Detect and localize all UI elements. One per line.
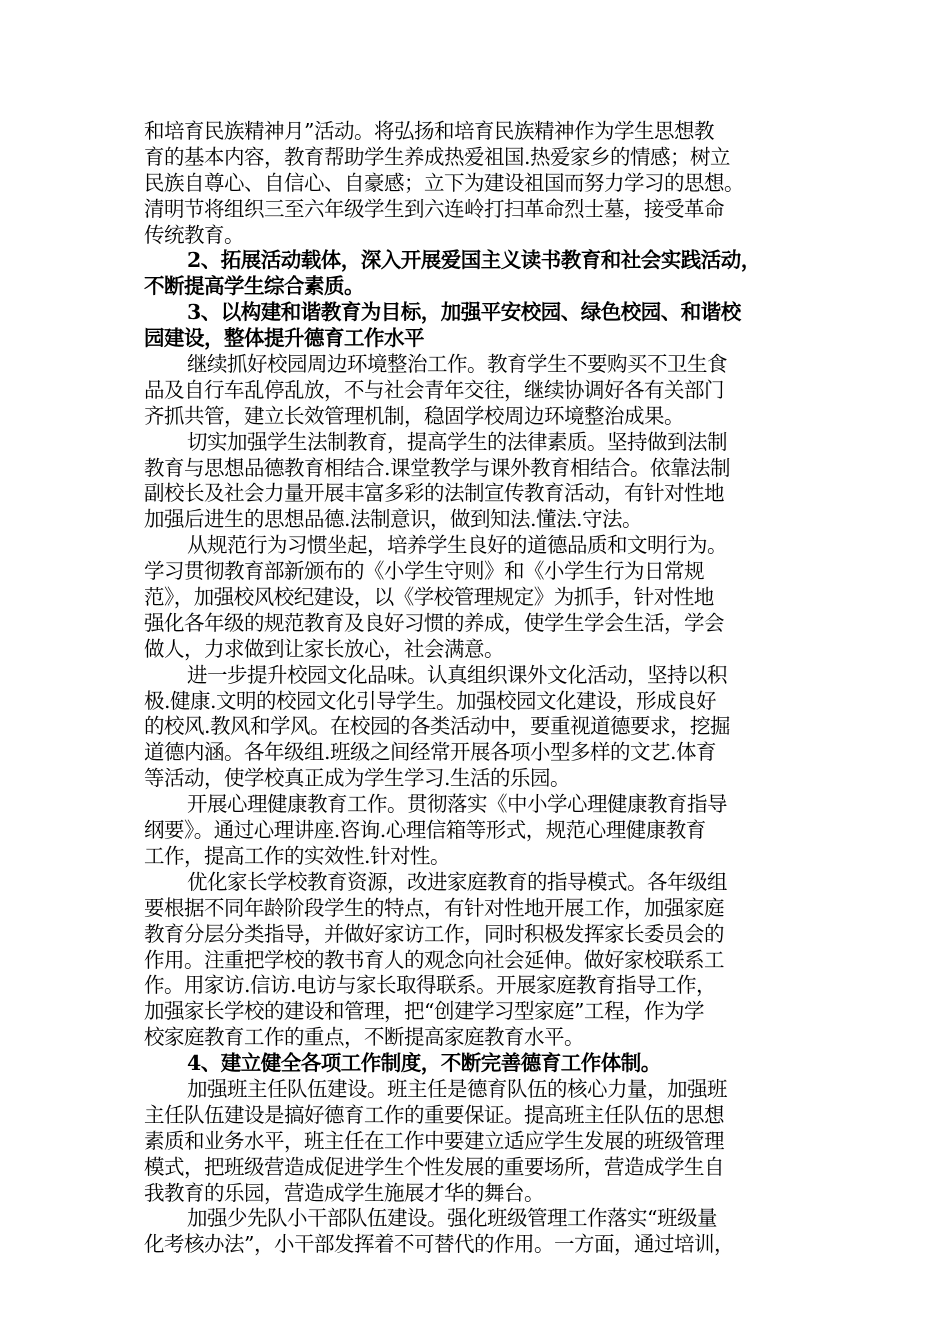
paragraph-line: 清明节将组织三至六年级学生到六连岭打扫革命烈士墓，接受革命 xyxy=(144,196,724,221)
paragraph-line: 传统教育。 xyxy=(144,222,244,247)
paragraph-line: 做人，力求做到让家长放心，社会满意。 xyxy=(144,636,504,661)
paragraph-line: 加强家长学校的建设和管理，把“创建学习型家庭”工程，作为学 xyxy=(144,999,704,1024)
paragraph-line: 加强少先队小干部队伍建设。强化班级管理工作落实“班级量 xyxy=(187,1206,717,1231)
paragraph-line: 民族自尊心、自信心、自豪感；立下为建设祖国而努力学习的思想。 xyxy=(144,170,744,195)
section-heading-line: 园建设，整体提升德育工作水平 xyxy=(144,326,424,351)
paragraph-line: 育的基本内容，教育帮助学生养成热爱祖国.热爱家乡的情感；树立 xyxy=(144,144,731,169)
paragraph-line: 模式，把班级营造成促进学生个性发展的重要场所，营造成学生自 xyxy=(144,1154,724,1179)
paragraph-line: 优化家长学校教育资源，改进家庭教育的指导模式。各年级组 xyxy=(187,869,727,894)
section-heading-line: 不断提高学生综合素质。 xyxy=(144,274,364,299)
paragraph-line: 范》，加强校风校纪建设，以《学校管理规定》为抓手，针对性地 xyxy=(144,585,714,610)
paragraph-line: 校家庭教育工作的重点，不断提高家庭教育水平。 xyxy=(144,1025,584,1050)
paragraph-line: 教育与思想品德教育相结合.课堂教学与课外教育相结合。依靠法制 xyxy=(144,455,731,480)
paragraph-line: 工作，提高工作的实效性.针对性。 xyxy=(144,843,451,868)
paragraph-line: 齐抓共管，建立长效管理机制，稳固学校周边环境整治成果。 xyxy=(144,403,684,428)
paragraph-line: 品及自行车乱停乱放，不与社会青年交往，继续协调好各有关部门 xyxy=(144,377,724,402)
paragraph-line: 副校长及社会力量开展丰富多彩的法制宣传教育活动，有针对性地 xyxy=(144,481,724,506)
paragraph-line: 主任队伍建设是搞好德育工作的重要保证。提高班主任队伍的思想 xyxy=(144,1102,724,1127)
paragraph-line: 的校风.教风和学风。在校园的各类活动中，要重视道德要求，挖掘 xyxy=(144,714,731,739)
paragraph-line: 和培育民族精神月”活动。将弘扬和培育民族精神作为学生思想教 xyxy=(144,119,714,143)
paragraph-line: 道德内涵。各年级组.班级之间经常开展各项小型多样的文艺.体育 xyxy=(144,740,717,765)
paragraph-line: 进一步提升校园文化品味。认真组织课外文化活动，坚持以积 xyxy=(187,662,727,687)
paragraph-line: 作。用家访.信访.电访与家长取得联系。开展家庭教育指导工作， xyxy=(144,973,717,998)
document-body xyxy=(144,119,816,1258)
paragraph-line: 作用。注重把学校的教书育人的观念向社会延伸。做好家校联系工 xyxy=(144,947,724,972)
paragraph-line: 加强后进生的思想品德.法制意识，做到知法.懂法.守法。 xyxy=(144,507,643,532)
paragraph-line: 极.健康.文明的校园文化引导学生。加强校园文化建设，形成良好 xyxy=(144,688,717,713)
paragraph-line: 要根据不同年龄阶段学生的特点，有针对性地开展工作，加强家庭 xyxy=(144,895,724,920)
section-heading-line: 4、建立健全各项工作制度，不断完善德育工作体制。 xyxy=(187,1051,661,1076)
paragraph-line: 纲要》。通过心理讲座.咨询.心理信箱等形式，规范心理健康教育 xyxy=(144,818,706,843)
paragraph-line: 加强班主任队伍建设。班主任是德育队伍的核心力量，加强班 xyxy=(187,1076,727,1101)
paragraph-line: 继续抓好校园周边环境整治工作。教育学生不要购买不卫生食 xyxy=(187,352,727,377)
paragraph-line: 开展心理健康教育工作。贯彻落实《中小学心理健康教育指导 xyxy=(187,792,727,817)
section-heading-line: 2、拓展活动载体，深入开展爱国主义读书教育和社会实践活动， xyxy=(187,248,761,273)
paragraph-line: 化考核办法”，小干部发挥着不可替代的作用。一方面，通过培训， xyxy=(144,1232,734,1257)
section-heading-line: 3、以构建和谐教育为目标，加强平安校园、绿色校园、和谐校 xyxy=(187,300,741,325)
paragraph-line: 素质和业务水平，班主任在工作中要建立适应学生发展的班级管理 xyxy=(144,1128,724,1153)
paragraph-line: 我教育的乐园，营造成学生施展才华的舞台。 xyxy=(144,1180,544,1205)
paragraph-line: 强化各年级的规范教育及良好习惯的养成，使学生学会生活，学会 xyxy=(144,610,724,635)
paragraph-line: 学习贯彻教育部新颁布的《小学生守则》和《小学生行为日常规 xyxy=(144,559,704,584)
paragraph-line: 切实加强学生法制教育，提高学生的法律素质。坚持做到法制 xyxy=(187,429,727,454)
paragraph-line: 从规范行为习惯坐起，培养学生良好的道德品质和文明行为。 xyxy=(187,533,727,558)
paragraph-line: 教育分层分类指导，并做好家访工作，同时积极发挥家长委员会的 xyxy=(144,921,724,946)
paragraph-line: 等活动，使学校真正成为学生学习.生活的乐园。 xyxy=(144,766,571,791)
